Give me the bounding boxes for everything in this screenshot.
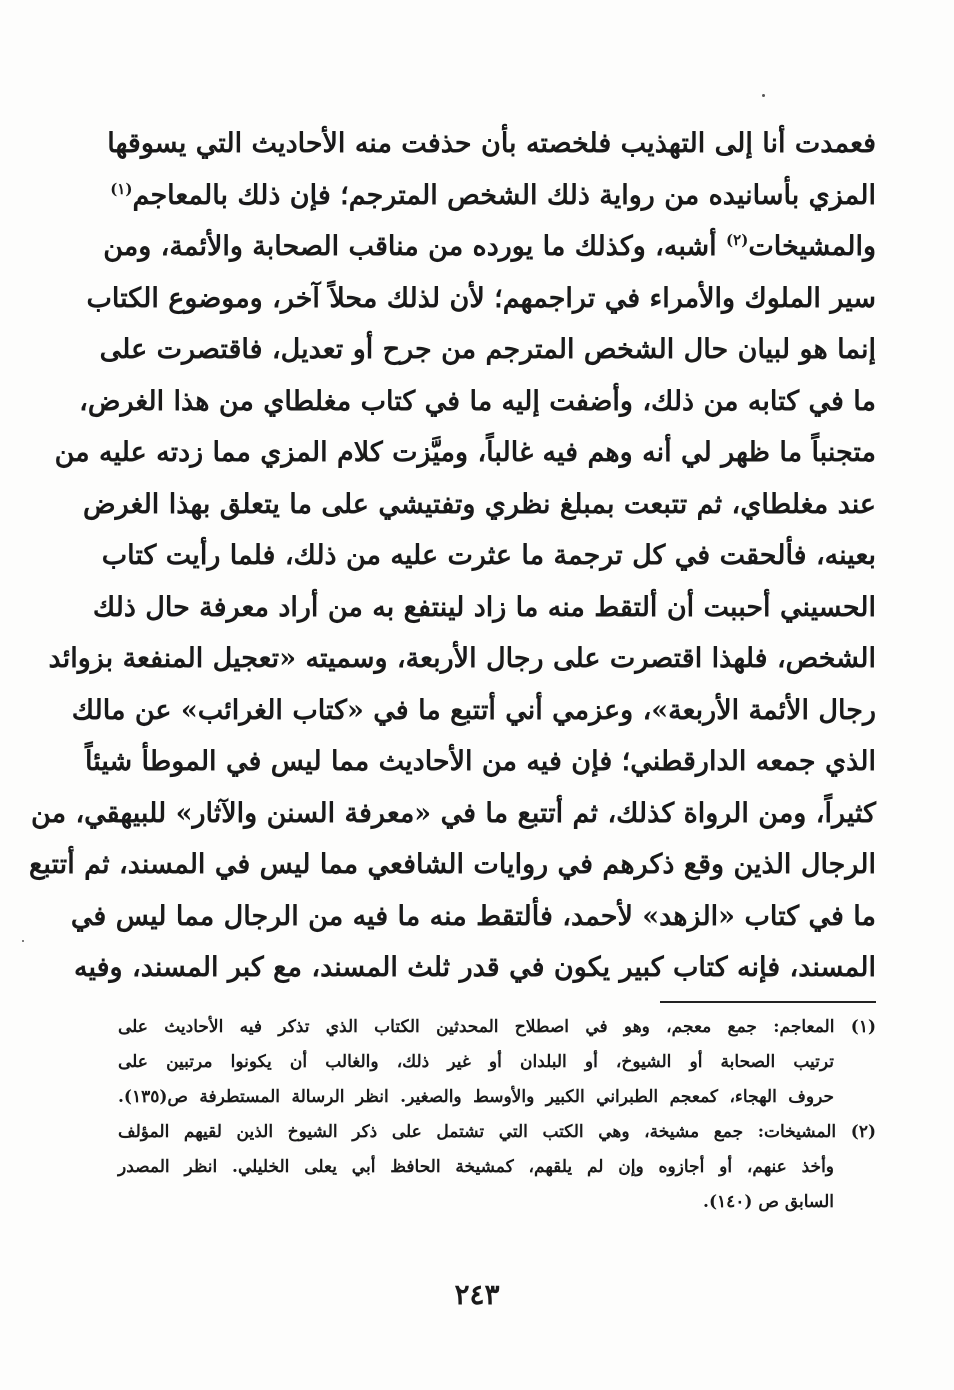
footnote-1-line: ترتيب الصحابة أو الشيوخ، أو البلدان أو غير ذلك، والغالب أن يكونوا مرتبين على <box>118 1052 834 1072</box>
text-line: بعينه، فألحقت في كل ترجمة ما عثرت عليه من ذلك، فلما رأيت كتاب <box>101 540 876 571</box>
footnote-1-line <box>118 1010 876 1045</box>
text-line: متجنباً ما ظهر لي أنه وهم فيه غالباً، وميَّزت كلام المزي مما زدته عليه من <box>54 437 876 468</box>
text-line: ما في كتابه من ذلك، وأضفت إليه ما في كتاب مغلطاي من هذا الغرض، <box>79 385 876 417</box>
text-line: الرجال الذين وقع ذكرهم في روايات الشافعي مما ليس في المسند، ثم أتتبع <box>29 849 876 880</box>
text-line-segment: المزي بأسانيده من رواية ذلك الشخص المترجم؛ فإن ذلك بالمعاجم <box>132 179 876 211</box>
footnote-ref-1: (١) <box>110 179 133 198</box>
text-line: الشخص، فلهذا اقتصرت على رجال الأربعة، وسميته «تعجيل المنفعة بزوائد <box>48 643 876 674</box>
text-line: فعمدت أنا إلى التهذيب فلخصته بأن حذفت منه الأحاديث التي يسوقها <box>107 128 876 159</box>
text-line: الذي جمعه الدارقطني؛ فإن فيه من الأحاديث مما ليس في الموطأ شيئاً <box>85 746 876 777</box>
text-line <box>110 170 876 222</box>
footnote-2-line: وأخذ عنهم، أو أجازوه وإن لم يلقهم، كمشيخة الحافظ أبي يعلى الخليلي. انظر المصدر <box>118 1157 834 1177</box>
footnote-1-number: (١) <box>850 1017 876 1037</box>
footnote-ref-2: (٢) <box>726 231 749 249</box>
text-line: رجال الأئمة الأربعة»، وعزمي أني أتتبع ما في «كتاب الغرائب» عن مالك <box>71 694 876 726</box>
footnote-1-line: حروف الهجاء، كمعجم الطبراني الكبير والأوسط والصغير. انظر الرسالة المستطرفة ص(١٣٥). <box>118 1087 834 1107</box>
footnote-2-number: (٢) <box>850 1122 876 1142</box>
footnote-2-line: السابق ص (١٤٠). <box>703 1192 834 1212</box>
text-line: كثيراً، ومن الرواة كذلك، ثم أتتبع ما في «معرفة السنن والآثار» للبيهقي، من <box>31 797 876 829</box>
text-line: ما في كتاب «الزهد» لأحمد، فألتقط منه ما فيه من الرجال مما ليس في <box>70 900 876 932</box>
text-line: عند مغلطاي، ثم تتبعت بمبلغ نظري وتفتيشي على ما يتعلق بهذا الغرض <box>83 488 876 520</box>
text-line <box>103 221 876 273</box>
print-speck <box>762 94 765 97</box>
footnote-2-text: المشيخات: جمع مشيخة، وهي الكتب التي تشتمل على ذكر الشيوخ الذين لقيهم المؤلف <box>118 1122 837 1142</box>
footnote-2-line <box>118 1115 876 1150</box>
main-body-text <box>29 118 876 994</box>
text-line-segment: أشبه، وكذلك ما يورده من مناقب الصحابة والأئمة، ومن <box>103 231 717 262</box>
text-line: سير الملوك والأمراء في تراجمهم؛ لأن لذلك محلاً آخر، وموضوع الكتاب <box>86 282 876 314</box>
footnote-1-text: المعاجم: جمع معجم، وهو في اصطلاح المحدثين الكتاب الذي تذكر فيه الأحاديث على <box>118 1017 835 1037</box>
footnote-separator <box>660 1001 876 1003</box>
footnotes <box>118 1010 876 1220</box>
page-number: ٢٤٣ <box>454 1278 500 1311</box>
text-line: الحسيني أحببت أن ألتقط منه ما زاد لينتفع به من أراد معرفة حال ذلك <box>92 591 876 623</box>
text-line-segment: والمشيخات <box>748 231 876 262</box>
text-line: المسند، فإنه كتاب كبير يكون في قدر ثلث المسند، مع كبر المسند، وفيه <box>74 952 876 983</box>
text-line: إنما هو لبيان حال الشخص المترجم من جرح أو تعديل، فاقتصرت على <box>99 334 876 365</box>
print-speck <box>22 940 24 942</box>
